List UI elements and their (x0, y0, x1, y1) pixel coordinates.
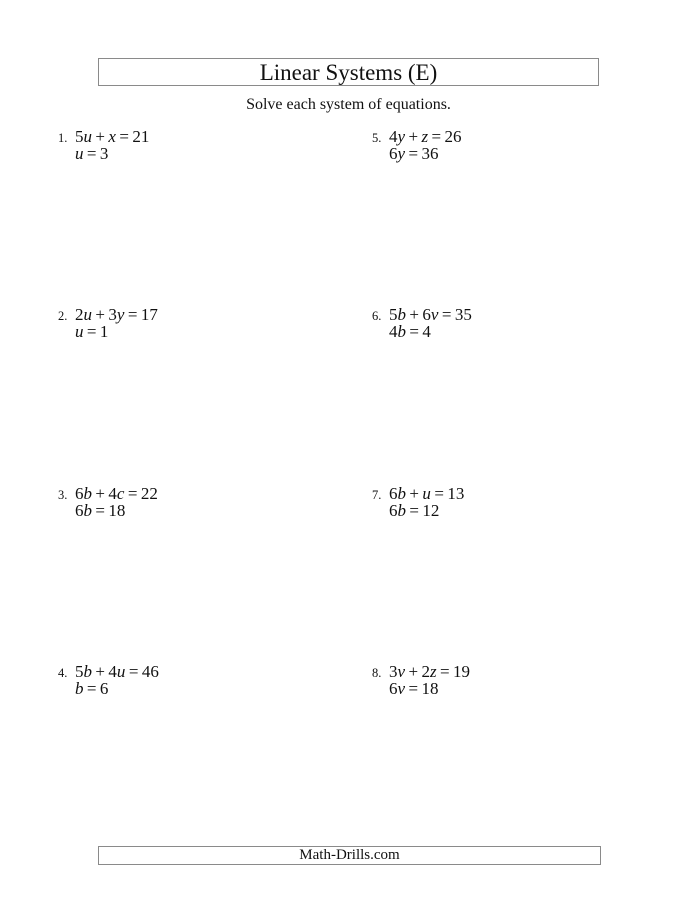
equation-1: 5b + 6v = 35 (389, 305, 472, 324)
equation-1: 2u + 3y = 17 (75, 305, 158, 324)
equation-1: 5u + x = 21 (75, 127, 150, 146)
problem-number: 6. (372, 309, 382, 323)
problem-number: 4. (58, 666, 68, 680)
page-title: Linear Systems (E) (259, 59, 438, 85)
equation-1: 3v + 2z = 19 (389, 662, 470, 681)
problem-number: 8. (372, 666, 382, 680)
problem-number: 3. (58, 488, 68, 502)
problem-number: 2. (58, 309, 68, 323)
footer-text: Math-Drills.com (299, 847, 400, 863)
equation-1: 6b + u = 13 (389, 484, 465, 503)
equation-2: b = 6 (75, 679, 109, 698)
instructions: Solve each system of equations. (246, 96, 451, 113)
equation-2: u = 1 (75, 322, 109, 341)
equation-1: 4y + z = 26 (389, 127, 462, 146)
equation-1: 5b + 4u = 46 (75, 662, 159, 681)
equation-2: 6b = 18 (75, 501, 126, 520)
equation-2: u = 3 (75, 144, 109, 163)
equation-1: 6b + 4c = 22 (75, 484, 158, 503)
problem-number: 1. (58, 131, 68, 145)
equation-2: 6v = 18 (389, 679, 439, 698)
footer-box (98, 846, 601, 865)
equation-2: 6b = 12 (389, 501, 440, 520)
title-box (98, 58, 599, 86)
problem-number: 5. (372, 131, 382, 145)
equation-2: 6y = 36 (389, 144, 439, 163)
problem-number: 7. (372, 488, 382, 502)
equation-2: 4b = 4 (389, 322, 431, 341)
